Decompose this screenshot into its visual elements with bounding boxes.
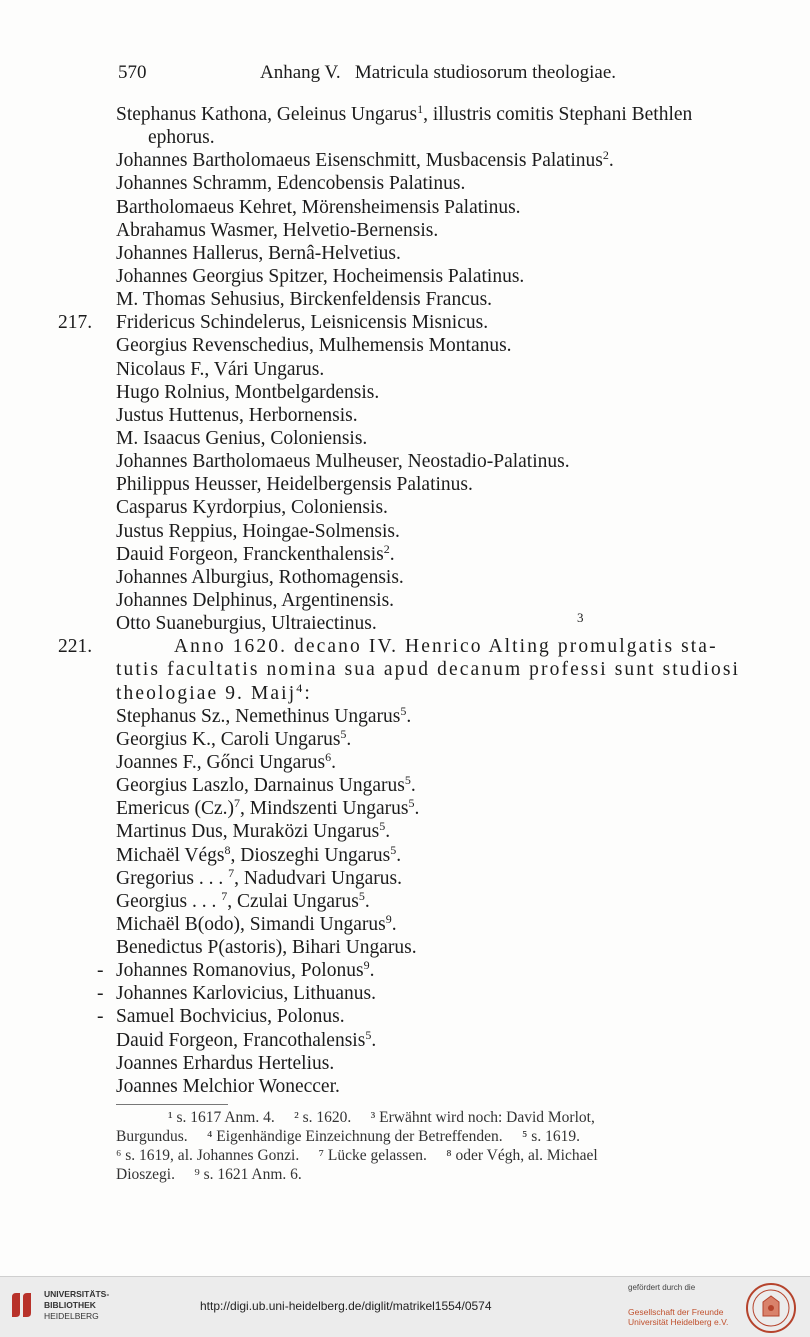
list-item — [0, 126, 810, 149]
list-item — [0, 913, 810, 936]
entry-text: Johannes Delphinus, Argentinensis. — [116, 589, 395, 611]
list-item — [0, 959, 810, 982]
list-item — [0, 427, 810, 450]
entry-text: Nicolaus F., Vári Ungarus. — [116, 358, 325, 380]
footnote-ref: 7 — [228, 865, 235, 880]
viewer-footer — [0, 1276, 810, 1337]
list-item — [0, 450, 810, 473]
library-logo-icon — [8, 1291, 38, 1321]
entry-text: Johannes Bartholomaeus Eisenschmitt, Musbacensis Palatinus$^2$. — [116, 148, 614, 172]
entry-number: 217. — [58, 312, 93, 334]
entry-text: Justus Huttenus, Herbornensis. — [116, 404, 358, 426]
list-item — [0, 936, 810, 959]
list-item — [0, 288, 810, 311]
footnote-ref: 5 — [390, 842, 397, 857]
entry-text: Dauid Forgeon, Franckenthalensis$^2$. — [116, 541, 395, 565]
footnote-line: Burgundus. ⁴ Eigenhändige Einzeichnung der Betreffenden. ⁵ s. 1619. — [116, 1128, 580, 1145]
entry-text: Johannes Karlovicius, Lithuanus. — [116, 983, 376, 1005]
list-item — [0, 473, 810, 496]
list-item — [0, 219, 810, 242]
entry-text: Johannes Hallerus, Bernâ-Helvetius. — [116, 242, 401, 264]
entry-text: Benedictus P(astoris), Bihari Ungarus. — [116, 937, 417, 959]
entry-text: Hugo Rolnius, Montbelgardensis. — [116, 381, 380, 403]
footnote-ref: 7 — [221, 888, 228, 903]
list-item — [0, 496, 810, 519]
entry-text: theologiae 9. Maij$^4$: — [116, 680, 312, 704]
list-item — [0, 890, 810, 913]
entry-text: Michaël B(odo), Simandi Ungarus$^9$. — [116, 911, 397, 935]
list-item — [0, 728, 810, 751]
entry-text: M. Thomas Sehusius, Birckenfeldensis Francus. — [116, 289, 493, 311]
list-item — [0, 612, 810, 635]
list-item — [0, 381, 810, 404]
footnote-ref: 2 — [602, 148, 609, 163]
entry-text: Joannes Melchior Woneccer. — [116, 1075, 340, 1097]
entry-text: Philippus Heusser, Heidelbergensis Palatinus. — [116, 474, 473, 496]
entry-text: Abrahamus Wasmer, Helvetio-Bernensis. — [116, 219, 439, 241]
list-item — [0, 1005, 810, 1028]
list-item — [0, 404, 810, 427]
margin-mark: - — [97, 1006, 104, 1028]
list-item — [0, 1029, 810, 1052]
margin-mark: - — [97, 960, 104, 982]
footnote-ref: 8 — [224, 842, 231, 857]
entry-text: Gregorius . . . $^7$, Nadudvari Ungarus. — [116, 865, 402, 889]
entry-text: Joannes F., Gőnci Ungarus$^6$. — [116, 749, 336, 773]
university-seal-icon — [745, 1282, 797, 1334]
running-title: Anhang V. Matricula studiosorum theologiae. — [260, 62, 617, 83]
list-item — [0, 172, 810, 195]
entry-text: Johannes Schramm, Edencobensis Palatinus. — [116, 173, 466, 195]
list-item — [0, 774, 810, 797]
footnotes — [116, 1108, 806, 1184]
list-item — [0, 635, 810, 658]
entry-text: Fridericus Schindelerus, Leisnicensis Misnicus. — [116, 312, 489, 334]
entry-text: Georgius Revenschedius, Mulhemensis Montanus. — [116, 335, 512, 357]
list-item — [0, 1075, 810, 1098]
entry-text: M. Isaacus Genius, Coloniensis. — [116, 427, 368, 449]
footnote-ref: 5 — [408, 796, 415, 811]
footnote-line: ¹ s. 1617 Anm. 4. ² s. 1620. ³ Erwähnt wird noch: David Morlot, — [168, 1109, 595, 1126]
list-item — [0, 358, 810, 381]
entry-text: Stephanus Sz., Nemethinus Ungarus$^5$. — [116, 703, 412, 727]
list-item — [0, 682, 810, 705]
entry-text: Georgius . . . $^7$, Czulai Ungarus$^5$. — [116, 888, 370, 912]
footnote-ref: 9 — [363, 958, 370, 973]
list-item — [0, 149, 810, 172]
entry-text: Dauid Forgeon, Francothalensis$^5$. — [116, 1027, 377, 1051]
list-item — [0, 242, 810, 265]
list-item — [0, 982, 810, 1005]
entry-text: Michaël Végs$^8$, Dioszeghi Ungarus$^5$. — [116, 842, 402, 866]
page-number: 570 — [118, 62, 147, 83]
footnote-rule — [116, 1104, 228, 1105]
list-item — [0, 658, 810, 681]
entry-text: Georgius K., Caroli Ungarus$^5$. — [116, 726, 352, 750]
footnote-ref: 5 — [340, 726, 347, 741]
entry-text: Samuel Bochvicius, Polonus. — [116, 1006, 345, 1028]
list-item — [0, 311, 810, 334]
list-item — [0, 566, 810, 589]
footnote-ref: 5 — [358, 888, 365, 903]
footnote-line: ⁶ s. 1619, al. Johannes Gonzi. ⁷ Lücke gelassen. ⁸ oder Végh, al. Michael — [116, 1147, 598, 1164]
list-item — [0, 543, 810, 566]
entry-text: Johannes Bartholomaeus Mulheuser, Neostadio-Palatinus. — [116, 451, 570, 473]
entry-text: Georgius Laszlo, Darnainus Ungarus$^5$. — [116, 773, 416, 797]
margin-mark: - — [97, 983, 104, 1005]
footnote-ref: 9 — [385, 911, 392, 926]
entry-text: Justus Reppius, Hoingae-Solmensis. — [116, 520, 400, 542]
list-item — [0, 589, 810, 612]
entry-text: Casparus Kyrdorpius, Coloniensis. — [116, 497, 388, 519]
footnote-ref: 6 — [325, 749, 332, 764]
list-item — [0, 751, 810, 774]
footnote-ref: 5 — [400, 703, 407, 718]
list-item — [0, 844, 810, 867]
entry-number: 221. — [58, 636, 93, 658]
running-header — [118, 62, 678, 88]
entry-text: ephorus. — [148, 127, 215, 149]
entry-text: Johannes Georgius Spitzer, Hocheimensis Palatinus. — [116, 265, 525, 287]
entry-text: Emericus $(Cz.)^7$, Mindszenti Ungarus$^5$. — [116, 796, 420, 820]
library-name: UNIVERSITÄTS- BIBLIOTHEK HEIDELBERG — [44, 1289, 110, 1321]
entry-text: Otto Suaneburgius, Ultraiectinus. — [116, 613, 377, 635]
entry-text: Martinus Dus, Muraközi Ungarus$^5$. — [116, 819, 391, 843]
footnote-ref: 2 — [383, 541, 390, 556]
list-item — [0, 196, 810, 219]
footnote-line: Dioszegi. ⁹ s. 1621 Anm. 6. — [116, 1166, 302, 1183]
footnote-ref: 5 — [365, 1027, 372, 1042]
sponsor-credit: gefördert durch die Gesellschaft der Freunde Universität Heidelberg e.V. — [628, 1283, 729, 1327]
marginal-footnote-mark: 3 — [577, 610, 584, 626]
permalink-url[interactable]: http://digi.ub.uni-heidelberg.de/diglit/matrikel1554/0574 — [200, 1299, 492, 1313]
footnote-ref: 7 — [234, 796, 241, 811]
list-item — [0, 867, 810, 890]
footnote-ref: 4 — [296, 680, 305, 695]
entry-text: Johannes Alburgius, Rothomagensis. — [116, 566, 404, 588]
matriculation-list — [0, 103, 810, 1098]
list-item — [0, 103, 810, 126]
footnote-ref: 5 — [404, 773, 411, 788]
entry-text: Bartholomaeus Kehret, Mörensheimensis Palatinus. — [116, 196, 521, 218]
footnote-ref: 1 — [417, 102, 424, 116]
entry-text: Stephanus Kathona, Geleinus Ungarus$^1$, illustris comitis Stephani Bethlen — [116, 102, 693, 125]
list-item — [0, 820, 810, 843]
list-item — [0, 705, 810, 728]
entry-text: Anno 1620. decano IV. Henrico Alting promulgatis sta- — [174, 636, 718, 658]
entry-text: Joannes Erhardus Hertelius. — [116, 1052, 335, 1074]
entry-text: tutis facultatis nomina sua apud decanum professi sunt studiosi — [116, 659, 741, 681]
list-item — [0, 1052, 810, 1075]
list-item — [0, 520, 810, 543]
list-item — [0, 265, 810, 288]
footnote-ref: 5 — [379, 819, 386, 834]
list-item — [0, 797, 810, 820]
entry-text: Johannes Romanovius, Polonus$^9$. — [116, 958, 375, 982]
list-item — [0, 334, 810, 357]
